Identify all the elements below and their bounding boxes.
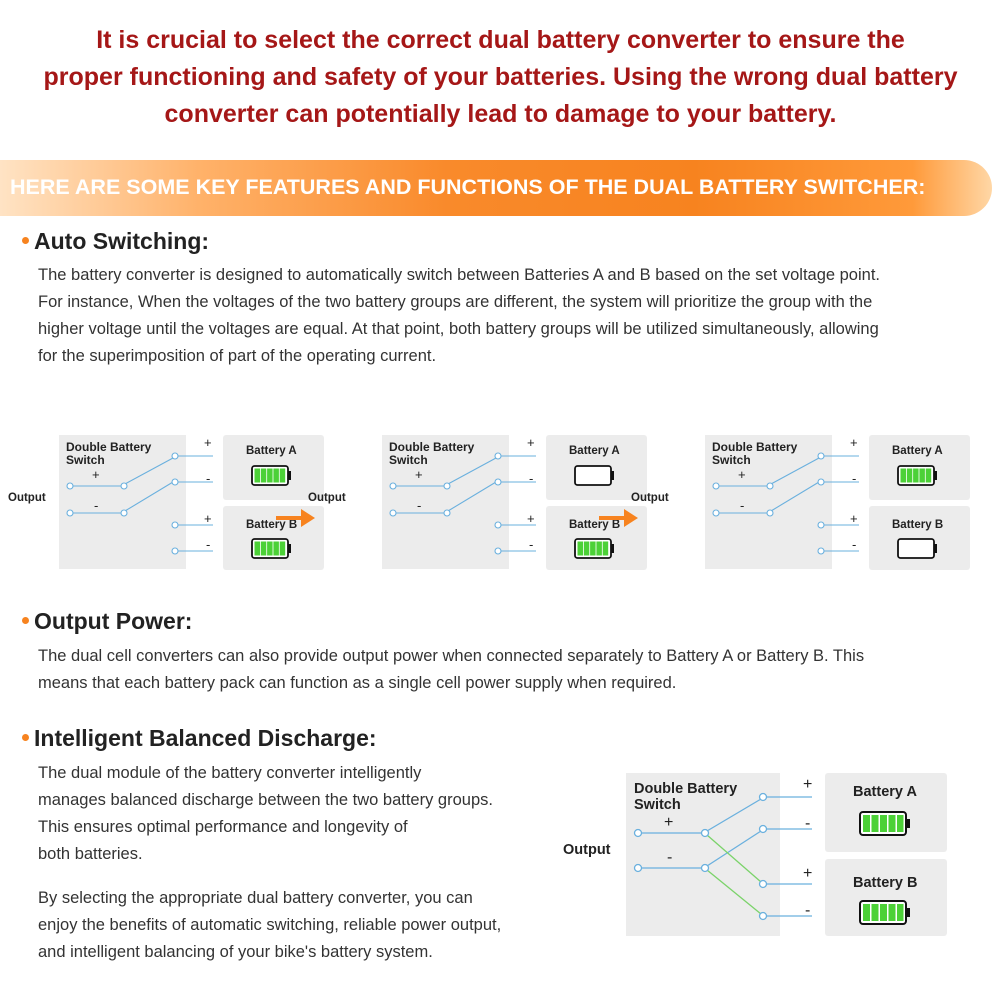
battery-b-box xyxy=(869,506,970,570)
battery-b-full-icon xyxy=(575,539,614,558)
plus-sign: + xyxy=(527,511,535,526)
minus-sign: - xyxy=(667,849,673,866)
battery-b-label: Battery B xyxy=(569,519,621,531)
plus-sign: + xyxy=(803,865,813,882)
minus-sign: - xyxy=(852,471,857,486)
plus-sign: + xyxy=(738,467,746,482)
switch-label: Switch xyxy=(66,453,105,467)
warning-line: It is crucial to select the correct dual battery converter to ensure the xyxy=(96,26,905,54)
battery-b-full-icon xyxy=(860,901,910,924)
bullet-icon xyxy=(22,237,29,244)
balanced-discharge-paragraph xyxy=(38,760,493,868)
battery-b-label: Battery B xyxy=(892,519,944,531)
switch-label: Switch xyxy=(712,453,751,467)
switch-label: Switch xyxy=(634,797,681,813)
battery-a-label: Battery A xyxy=(892,445,943,457)
paragraph-line: manages balanced discharge between the two battery groups. xyxy=(38,791,493,809)
warning-text xyxy=(0,22,1001,133)
section-balanced-discharge-title xyxy=(22,725,377,752)
battery-a-label: Battery A xyxy=(569,445,620,457)
battery-a-empty-icon xyxy=(575,466,614,485)
switching-diagram xyxy=(8,435,324,570)
plus-sign: + xyxy=(92,467,100,482)
battery-b-empty-icon xyxy=(898,539,937,558)
battery-a-label: Battery A xyxy=(853,784,917,800)
warning-line: proper functioning and safety of your batteries. Using the wrong dual battery xyxy=(43,63,958,91)
auto-switching-paragraph xyxy=(38,262,880,370)
minus-sign: - xyxy=(206,537,211,552)
battery-b-full-icon xyxy=(252,539,291,558)
output-label: Output xyxy=(563,842,611,858)
switch-label: Double Battery xyxy=(389,440,475,454)
bullet-icon xyxy=(22,617,29,624)
switch-label: Double Battery xyxy=(634,781,738,797)
switching-diagram xyxy=(599,435,970,570)
paragraph-line: both batteries. xyxy=(38,845,143,863)
switching-diagram xyxy=(276,435,647,570)
battery-a-full-icon xyxy=(252,466,291,485)
plus-sign: + xyxy=(850,435,858,450)
plus-sign: + xyxy=(204,511,212,526)
paragraph-line: means that each battery pack can function as a single cell power supply when required. xyxy=(38,674,677,692)
battery-b-label: Battery B xyxy=(853,875,918,891)
warning-line: converter can potentially lead to damage to your battery. xyxy=(164,100,837,128)
bullet-icon xyxy=(22,734,29,741)
paragraph-line: enjoy the benefits of automatic switching, reliable power output, xyxy=(38,916,502,934)
summary-paragraph xyxy=(38,885,501,966)
plus-sign: + xyxy=(204,435,212,450)
paragraph-line: for the superimposition of part of the operating current. xyxy=(38,347,437,365)
paragraph-line: The battery converter is designed to automatically switch between Batteries A and B based on the set voltage point. xyxy=(38,266,880,284)
minus-sign: - xyxy=(206,471,211,486)
battery-a-label: Battery A xyxy=(246,445,297,457)
minus-sign: - xyxy=(417,498,422,513)
features-banner-title: HERE ARE SOME KEY FEATURES AND FUNCTIONS OF THE DUAL BATTERY SWITCHER: xyxy=(10,175,926,199)
paragraph-line: higher voltage until the voltages are equal. At that point, both battery groups will be utilized simultaneously, allowing xyxy=(38,320,879,338)
minus-sign: - xyxy=(805,815,811,832)
output-label: Output xyxy=(8,492,46,504)
battery-b-label: Battery B xyxy=(246,519,298,531)
paragraph-line: and intelligent balancing of your bike's battery system. xyxy=(38,943,433,961)
switch-label: Switch xyxy=(389,453,428,467)
section-title-text: Intelligent Balanced Discharge: xyxy=(34,725,377,751)
paragraph-line: The dual module of the battery converter intelligently xyxy=(38,764,422,782)
output-label: Output xyxy=(308,492,346,504)
minus-sign: - xyxy=(529,471,534,486)
output-power-paragraph xyxy=(38,643,864,697)
paragraph-line: The dual cell converters can also provide output power when connected separately to Battery A or Battery B. This xyxy=(38,647,865,665)
plus-sign: + xyxy=(527,435,535,450)
minus-sign: - xyxy=(852,537,857,552)
switching-diagrams xyxy=(0,425,1001,580)
output-label: Output xyxy=(631,492,669,504)
section-output-power-title xyxy=(22,608,192,635)
section-auto-switching-title xyxy=(22,228,209,255)
paragraph-line: This ensures optimal performance and longevity of xyxy=(38,818,408,836)
plus-sign: + xyxy=(850,511,858,526)
minus-sign: - xyxy=(529,537,534,552)
minus-sign: - xyxy=(740,498,745,513)
battery-a-full-icon xyxy=(860,812,910,835)
switch-label: Double Battery xyxy=(66,440,152,454)
paragraph-line: For instance, When the voltages of the two battery groups are different, the system will prioritize the group with the xyxy=(38,293,873,311)
paragraph-line: By selecting the appropriate dual battery converter, you can xyxy=(38,889,473,907)
battery-a-full-icon xyxy=(898,466,937,485)
section-title-text: Auto Switching: xyxy=(34,228,210,254)
switch-label: Double Battery xyxy=(712,440,798,454)
section-title-text: Output Power: xyxy=(34,608,193,634)
minus-sign: - xyxy=(805,902,811,919)
minus-sign: - xyxy=(94,498,99,513)
balanced-diagram xyxy=(560,770,960,940)
plus-sign: + xyxy=(664,814,674,831)
plus-sign: + xyxy=(803,776,813,793)
plus-sign: + xyxy=(415,467,423,482)
